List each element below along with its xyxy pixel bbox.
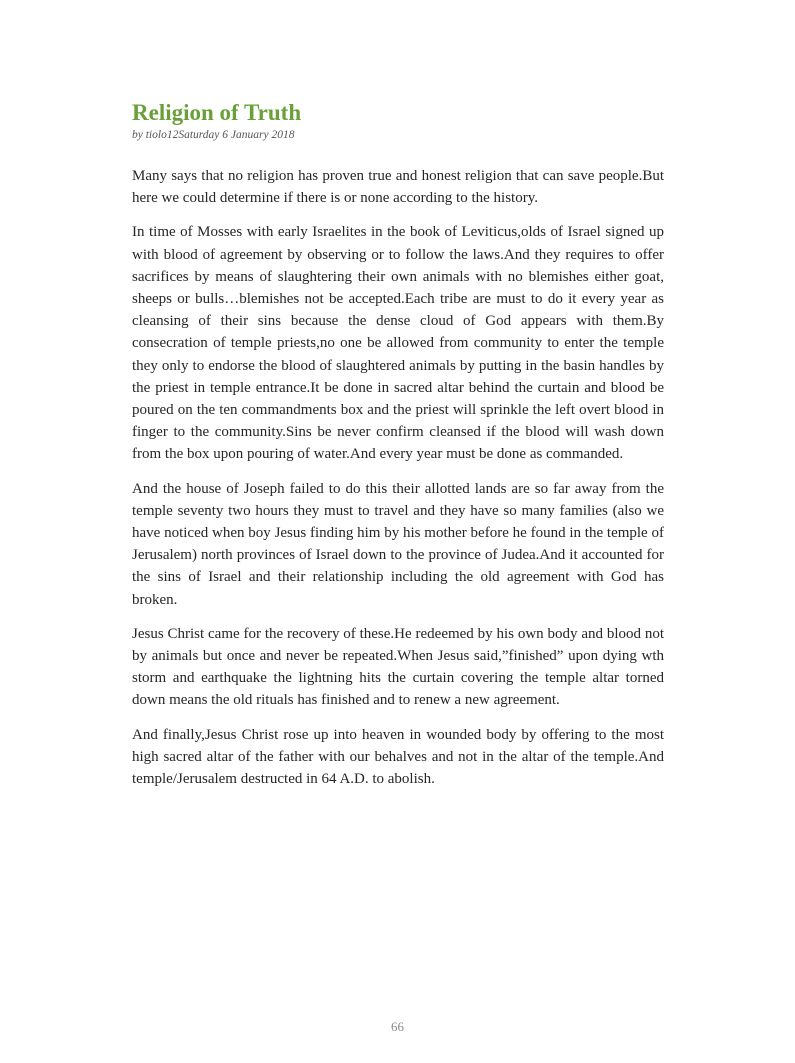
paragraph: In time of Mosses with early Israelites in the book of Leviticus,olds of Israel signed up with blood of agreement by observing or to follow the laws.And they requires to offer sacrifices by means of slaughtering their own animals with no blemishes either goat, sheeps or bulls…blemishes not be accepted.Each tribe are must to do it every year as cleansing of their sins because the dense cloud of God appears with them.By consecration of temple priests,no one be allowed from community to enter the temple they only to endorse the blood of slaughtered animals by putting in the basin handles by the priest in temple entrance.It be done in sacred altar behind the curtain and blood be poured on the ten commandments box and the priest will sprinkle the left overt blood in finger to the community.Sins be never confirm cleansed if the blood will wash down from the box upon pouring of water.And every year must be done as commanded.	[132, 224, 664, 463]
article-title: Religion of Truth	[132, 100, 302, 125]
paragraph: And finally,Jesus Christ rose up into heaven in wounded body by offering to the most high sacred altar of the father with our behalves and not in the altar of the temple.And temple/Jerusalem destructed in 64 A.D. to abolish.	[132, 726, 664, 788]
article-byline: by tiolo12Saturday 6 January 2018	[132, 129, 295, 141]
page-number: 66	[391, 1019, 404, 1034]
paragraph: Many says that no religion has proven true and honest religion that can save people.But here we could determine if there is or none according to the history.	[132, 168, 664, 207]
paragraph: Jesus Christ came for the recovery of these.He redeemed by his own body and blood not by animals but once and never be repeated.When Jesus said,”finished” upon dying wth storm and earthquake the lightning hits the curtain covering the temple altar torned down means the old rituals has finished and to renew a new agreement.	[132, 625, 664, 709]
article	[132, 98, 664, 802]
paragraph: And the house of Joseph failed to do this their allotted lands are so far away from the temple seventy two hours they must to travel and they have so many families (also we have noticed when boy Jesus finding him by his mother before he found in the temple of Jerusalem) north provinces of Israel down to the province of Judea.And it accounted for the sins of Israel and their relationship including the old agreement with God has broken.	[132, 480, 664, 608]
